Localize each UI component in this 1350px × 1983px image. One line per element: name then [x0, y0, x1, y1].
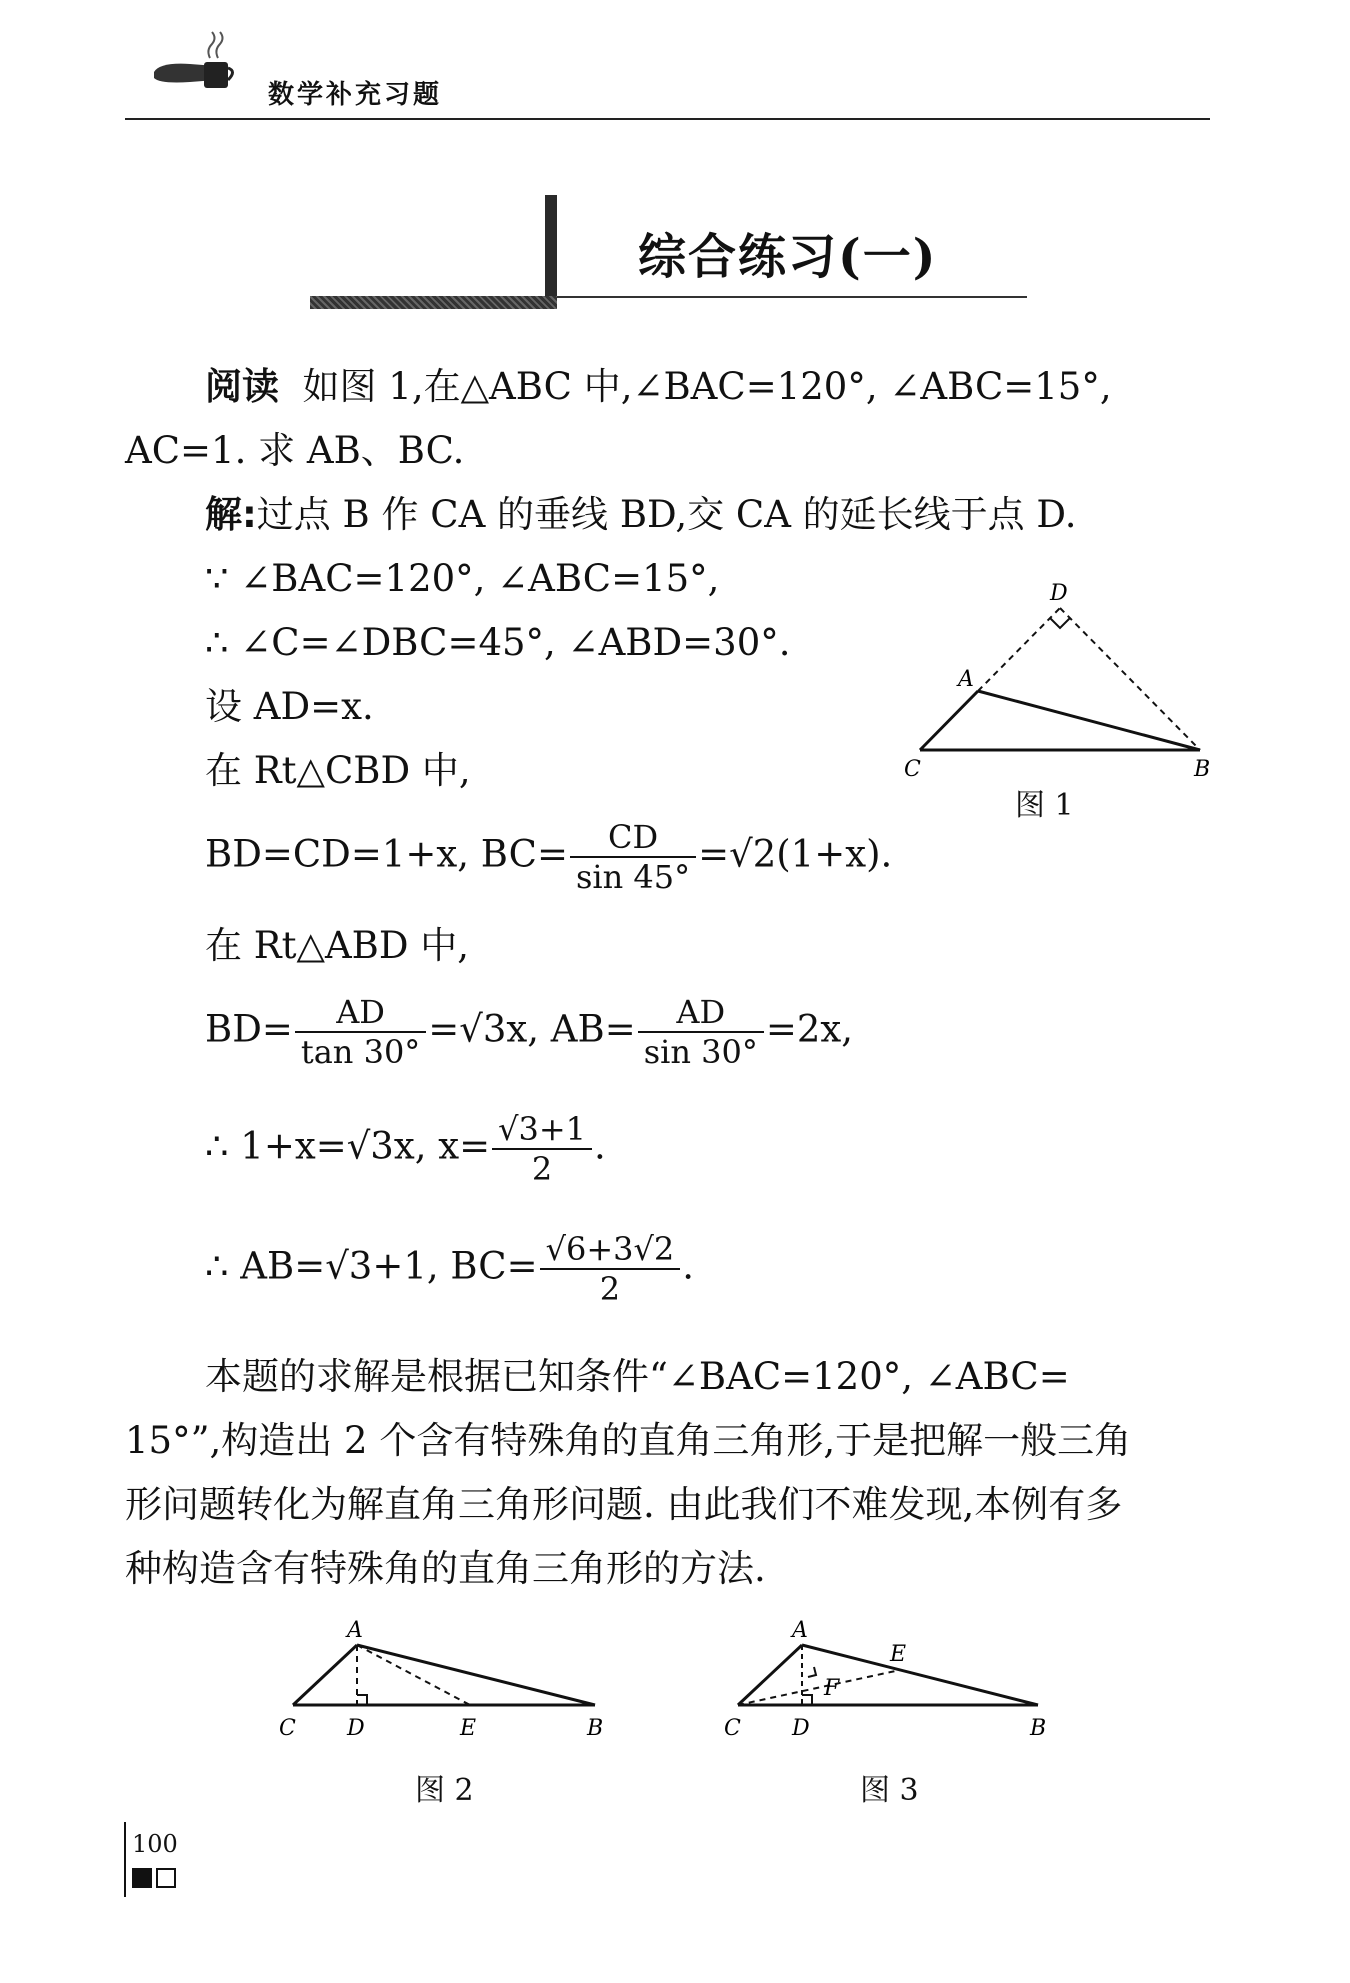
- eq9-b: .: [594, 1124, 606, 1168]
- denominator: sin 45°: [575, 858, 691, 896]
- numerator: √6+3√2: [540, 1230, 681, 1270]
- fraction-cd-sin45: [570, 818, 696, 896]
- denominator: sin 30°: [643, 1033, 758, 1071]
- denominator: 2: [599, 1270, 621, 1308]
- solution-line-2: ∵ ∠BAC=120°, ∠ABC=15°,: [205, 557, 720, 600]
- solution-line-6: [205, 818, 892, 896]
- solution-line-7: 在 Rt△ABD 中,: [205, 924, 470, 967]
- book-cup-logo: [150, 28, 238, 100]
- solution-line-3: ∴ ∠C=∠DBC=45°, ∠ABD=30°.: [205, 621, 791, 664]
- page-square-empty: [156, 1868, 176, 1888]
- eq8-a: BD=: [205, 1007, 293, 1051]
- label-e: E: [460, 1716, 477, 1741]
- fraction-ad-sin30: [638, 993, 764, 1071]
- label-a: A: [792, 1618, 808, 1643]
- page-number: 100: [132, 1830, 178, 1858]
- solution-label: 解:: [205, 493, 257, 536]
- segment-ad-dashed: [978, 608, 1060, 691]
- segment-ab: [357, 1645, 595, 1705]
- numerator: CD: [570, 818, 696, 858]
- numerator: √3+1: [492, 1110, 592, 1150]
- solution-line-10: [205, 1230, 694, 1308]
- reading-text-1: 如图 1,在△ABC 中,∠BAC=120°, ∠ABC=15°,: [302, 365, 1112, 408]
- eq8-c: =2x,: [765, 1007, 854, 1051]
- label-d: D: [792, 1716, 810, 1741]
- label-a: A: [347, 1618, 363, 1643]
- eq8-b: =√3x, AB=: [428, 1007, 636, 1051]
- commentary-line-3: 形问题转化为解直角三角形问题. 由此我们不难发现,本例有多: [125, 1483, 1123, 1526]
- figure-2-caption: 图 2: [415, 1773, 474, 1808]
- segment-ce-dashed: [738, 1670, 900, 1705]
- segment-ae-dashed: [357, 1645, 470, 1705]
- figure-2: [275, 1615, 620, 1750]
- right-angle-mark-f: [808, 1667, 816, 1677]
- label-c: C: [904, 757, 921, 780]
- eq9-a: ∴ 1+x=√3x, x=: [205, 1124, 491, 1168]
- solution-line-8: [205, 993, 853, 1071]
- commentary-line-4: 种构造含有特殊角的直角三角形的方法.: [125, 1547, 766, 1590]
- solution-line-5: 在 Rt△CBD 中,: [205, 749, 471, 792]
- figure-3-caption: 图 3: [860, 1773, 919, 1808]
- segment-ca: [293, 1645, 357, 1705]
- title-rule: [557, 296, 1027, 298]
- label-d: D: [1050, 581, 1068, 606]
- solution-line-9: [205, 1110, 606, 1188]
- denominator: tan 30°: [300, 1033, 421, 1071]
- segment-ab: [978, 691, 1200, 750]
- header-rule: [125, 118, 1210, 120]
- book-title: 数学补充习题: [268, 80, 443, 110]
- fraction-bc: [540, 1230, 681, 1308]
- title-horizontal-bar: [310, 296, 557, 309]
- label-b: B: [1194, 757, 1211, 780]
- label-d: D: [347, 1716, 365, 1741]
- solution-line-4: 设 AD=x.: [205, 685, 374, 728]
- fraction-x: [492, 1110, 592, 1188]
- reading-line-2: AC=1. 求 AB、BC.: [125, 429, 465, 472]
- figure-3: [720, 1615, 1065, 1750]
- segment-ca: [738, 1645, 802, 1705]
- eq10-a: ∴ AB=√3+1, BC=: [205, 1244, 538, 1288]
- reading-label: 阅读: [205, 365, 279, 408]
- label-e: E: [890, 1642, 907, 1667]
- eq10-b: .: [682, 1244, 695, 1288]
- commentary-line-2: 15°”,构造出 2 个含有特殊角的直角三角形,于是把解一般三角: [125, 1419, 1132, 1462]
- title-vertical-bar: [545, 195, 557, 307]
- denominator: 2: [531, 1150, 553, 1188]
- figure-1: [900, 580, 1220, 780]
- solution-line-1: [205, 483, 1077, 547]
- label-a: A: [958, 667, 974, 692]
- label-c: C: [724, 1716, 741, 1741]
- label-c: C: [279, 1716, 296, 1741]
- eq6-left: BD=CD=1+x, BC=: [205, 832, 568, 876]
- solution-text-1: 过点 B 作 CA 的垂线 BD,交 CA 的延长线于点 D.: [256, 493, 1077, 536]
- page-margin-line: [124, 1822, 126, 1897]
- right-angle-mark: [1050, 618, 1070, 628]
- fraction-ad-tan30: [295, 993, 426, 1071]
- numerator: AD: [638, 993, 764, 1033]
- segment-ca: [920, 691, 978, 750]
- reading-line-1: [205, 355, 1112, 419]
- segment-db-dashed: [1060, 608, 1200, 750]
- commentary-line-1: 本题的求解是根据已知条件“∠BAC=120°, ∠ABC=: [205, 1355, 1070, 1398]
- section-title: 综合练习(一): [638, 229, 938, 285]
- label-b: B: [587, 1716, 604, 1741]
- label-b: B: [1030, 1716, 1047, 1741]
- numerator: AD: [295, 993, 426, 1033]
- eq6-right: =√2(1+x).: [698, 832, 893, 876]
- page-square-filled: [132, 1868, 152, 1888]
- figure-1-caption: 图 1: [1015, 788, 1074, 823]
- label-f: F: [824, 1676, 840, 1701]
